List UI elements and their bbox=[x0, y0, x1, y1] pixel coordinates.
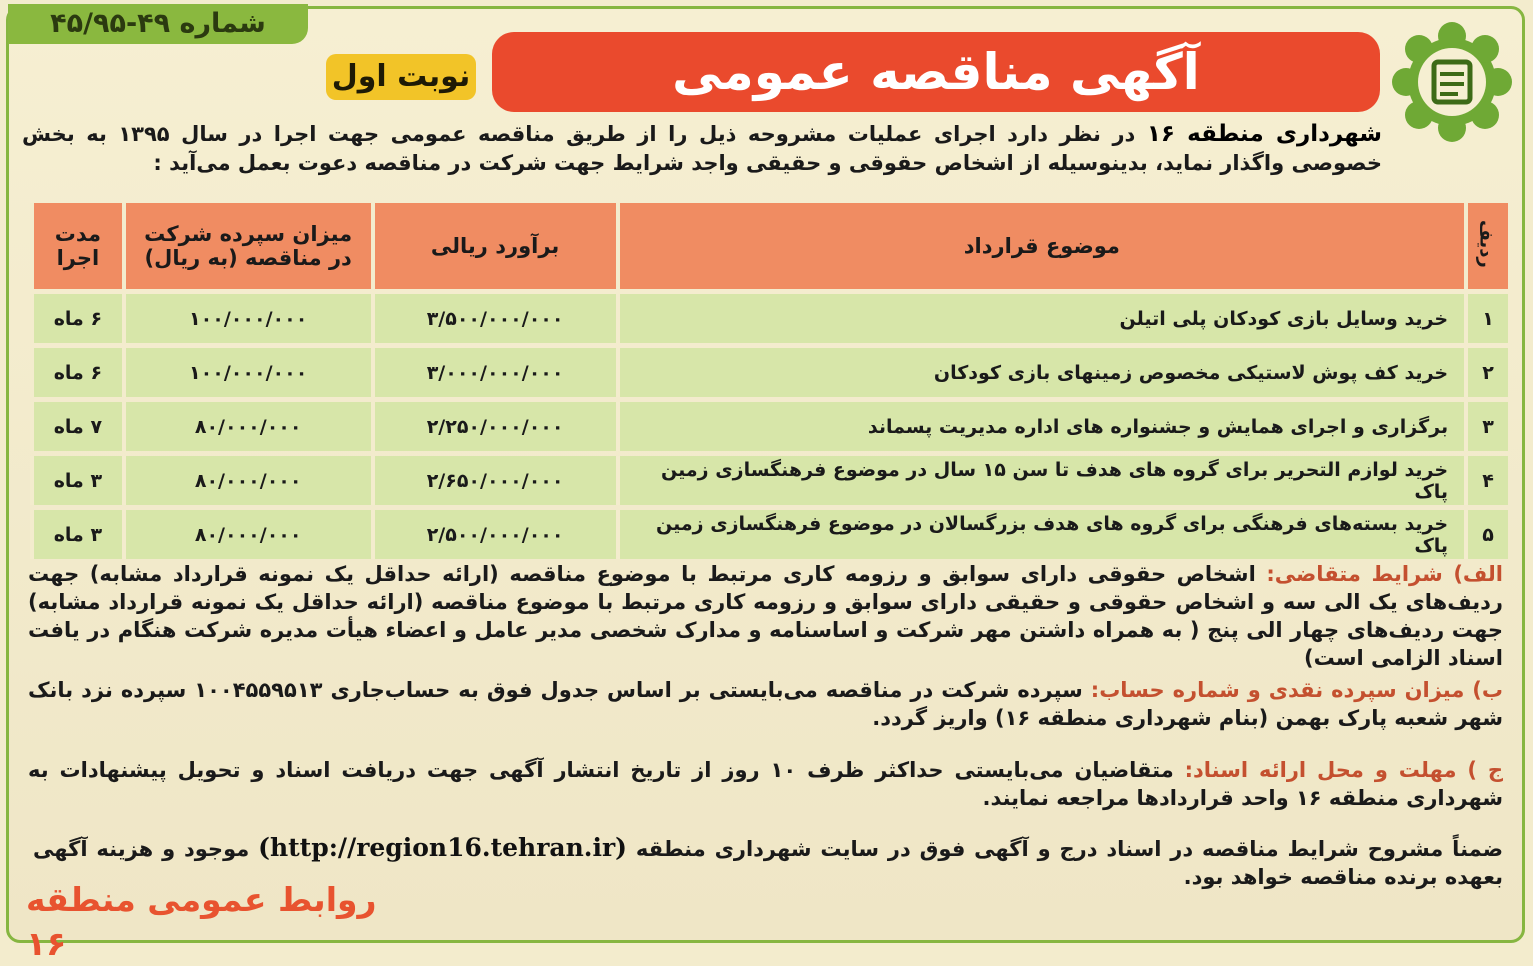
header-deposit: میزان سپرده شرکت در مناقصه (به ریال) bbox=[122, 203, 371, 289]
note-post: موجود و هزینه آگهی بعهده برنده مناقصه خواهد بود. bbox=[33, 837, 1503, 889]
cell-estimate: ۳/۰۰۰/۰۰۰/۰۰۰ bbox=[371, 348, 616, 397]
cell-duration: ۳ ماه bbox=[30, 456, 122, 505]
condition-c-label: ج ) مهلت و محل ارائه اسناد: bbox=[1184, 758, 1504, 782]
condition-a-label: الف) شرایط متقاضی: bbox=[1266, 562, 1504, 586]
cell-subject: خرید وسایل بازی کودکان پلی اتیلن bbox=[616, 294, 1464, 343]
cell-deposit: ۸۰/۰۰۰/۰۰۰ bbox=[122, 510, 371, 559]
cell-row-number: ۱ bbox=[1464, 294, 1508, 343]
condition-c-text: متقاضیان می‌بایستی حداکثر ظرف ۱۰ روز از تاریخ انتشار آگهی جهت دریافت اسناد و تحویل پیشنهادات به شهرداری منطقه ۱۶ واحد قراردادها مراجعه نمایند. bbox=[28, 758, 1503, 810]
notice-number: شماره ۴۹-۴۵/۹۵ bbox=[8, 4, 308, 44]
cell-row-number: ۲ bbox=[1464, 348, 1508, 397]
cell-deposit: ۸۰/۰۰۰/۰۰۰ bbox=[122, 456, 371, 505]
round-badge: نوبت اول bbox=[326, 54, 476, 100]
organization-name: شهرداری منطقه ۱۶ bbox=[1146, 121, 1383, 147]
table-row bbox=[30, 456, 1508, 505]
cell-subject: خرید لوازم التحریر برای گروه های هدف تا سن ۱۵ سال در موضوع فرهنگسازی زمین پاک bbox=[616, 456, 1464, 505]
municipality-logo-icon bbox=[1392, 22, 1512, 142]
cell-duration: ۳ ماه bbox=[30, 510, 122, 559]
cell-row-number: ۴ bbox=[1464, 456, 1508, 505]
cell-duration: ۶ ماه bbox=[30, 348, 122, 397]
header-row-number: ردیف bbox=[1464, 203, 1508, 289]
table-header-row bbox=[30, 203, 1508, 289]
condition-a bbox=[28, 560, 1503, 672]
cell-subject: خرید بسته‌های فرهنگی برای گروه های هدف بزرگسالان در موضوع فرهنگسازی زمین پاک bbox=[616, 510, 1464, 559]
cell-deposit: ۸۰/۰۰۰/۰۰۰ bbox=[122, 402, 371, 451]
cell-deposit: ۱۰۰/۰۰۰/۰۰۰ bbox=[122, 348, 371, 397]
note-pre: ضمناً مشروح شرایط مناقصه در اسناد درج و آگهی فوق در سایت شهرداری منطقه bbox=[635, 837, 1504, 861]
cell-row-number: ۳ bbox=[1464, 402, 1508, 451]
cell-estimate: ۲/۲۵۰/۰۰۰/۰۰۰ bbox=[371, 402, 616, 451]
public-relations-signature: روابط عمومی منطقه ۱۶ bbox=[26, 880, 377, 963]
header-estimate: برآورد ریالی bbox=[371, 203, 616, 289]
cell-estimate: ۲/۶۵۰/۰۰۰/۰۰۰ bbox=[371, 456, 616, 505]
condition-b-text: سپرده شرکت در مناقصه می‌بایستی بر اساس جدول فوق به حساب‌جاری ۱۰۰۴۵۵۹۵۱۳ سپرده نزد بانک شهر شعبه پارک بهمن (بنام شهرداری منطقه ۱۶) واریز گردد. bbox=[28, 678, 1503, 730]
cell-row-number: ۵ bbox=[1464, 510, 1508, 559]
condition-a-text: اشخاص حقوقی دارای سوابق و رزومه کاری مرتبط با موضوع مناقصه (ارائه حداقل یک نمونه قرارداد مشابه) جهت ردیف‌های یک الی سه و اشخاص حقوقی و حقیقی دارای سوابق و رزومه کاری مرتبط با موضوع مناقصه (ارائه حداقل یک نمونه قرارداد مشابه) جهت ردیف‌های چهار الی پنج ( به همراه داشتن مهر شرکت و اساسنامه و مدارک شخصی مدیر عامل و اعضاء هیأت مدیره شرکت هنگام در یافت اسناد الزامی است) bbox=[28, 562, 1503, 670]
table-row bbox=[30, 294, 1508, 343]
cell-subject: خرید کف پوش لاستیکی مخصوص زمینهای بازی کودکان bbox=[616, 348, 1464, 397]
website-link[interactable]: (http://region16.tehran.ir) bbox=[258, 833, 627, 862]
table-row bbox=[30, 348, 1508, 397]
intro-paragraph bbox=[22, 120, 1382, 178]
condition-b bbox=[28, 676, 1503, 732]
table-row bbox=[30, 510, 1508, 559]
notice-title: آگهی مناقصه عمومی bbox=[492, 32, 1380, 112]
header-subject: موضوع قرارداد bbox=[616, 203, 1464, 289]
cell-deposit: ۱۰۰/۰۰۰/۰۰۰ bbox=[122, 294, 371, 343]
cell-duration: ۶ ماه bbox=[30, 294, 122, 343]
cell-estimate: ۳/۵۰۰/۰۰۰/۰۰۰ bbox=[371, 294, 616, 343]
table-row bbox=[30, 402, 1508, 451]
condition-c bbox=[28, 756, 1503, 812]
cell-estimate: ۲/۵۰۰/۰۰۰/۰۰۰ bbox=[371, 510, 616, 559]
header-duration: مدت اجرا bbox=[30, 203, 122, 289]
condition-b-label: ب) میزان سپرده نقدی و شماره حساب: bbox=[1090, 678, 1504, 702]
cell-subject: برگزاری و اجرای همایش و جشنواره های اداره مدیریت پسماند bbox=[616, 402, 1464, 451]
tender-table bbox=[30, 198, 1508, 564]
intro-text: در نظر دارد اجرای عملیات مشروحه ذیل را از طریق مناقصه عمومی جهت اجرا در سال ۱۳۹۵ به بخش خصوصی واگذار نماید، بدینوسیله از اشخاص حقوقی و حقیقی واجد شرایط جهت شرکت در مناقصه دعوت بعمل می‌آید : bbox=[22, 122, 1382, 175]
cell-duration: ۷ ماه bbox=[30, 402, 122, 451]
